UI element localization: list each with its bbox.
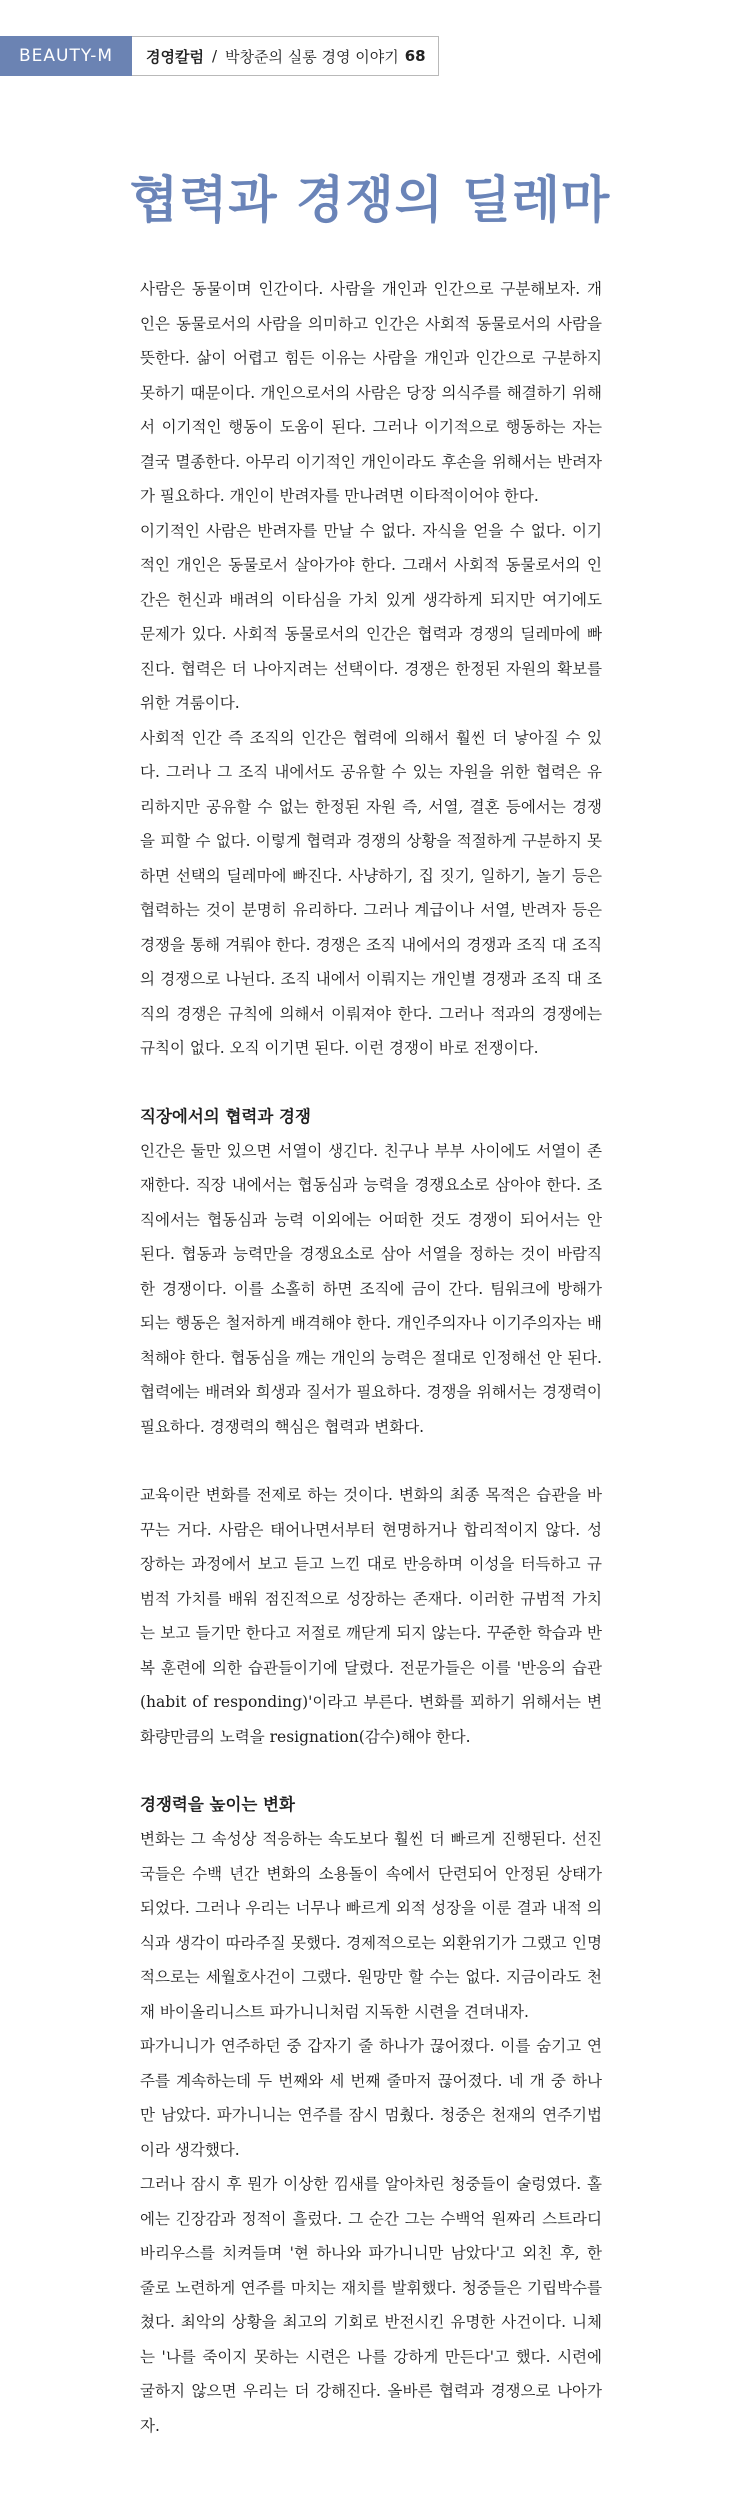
- spacer: [140, 1754, 602, 1788]
- column-name: 경영칼럼: [146, 47, 204, 66]
- page-header: [0, 36, 439, 76]
- series-number: 68: [404, 47, 426, 65]
- spacer: [140, 1066, 602, 1100]
- paragraph: 사람은 동물이며 인간이다. 사람을 개인과 인간으로 구분해보자. 개인은 동물로서의 사람을 의미하고 인간은 사회적 동물로서의 사람을 뜻한다. 삶이 어렵고 힘든 이유는 사람을 개인과 인간으로 구분하지 못하기 때문이다. 개인으로서의 사람은 당장 의식주를 해결하기 위해서 이기적인 행동이 도움이 된다. 그러나 이기적으로 행동하는 자는 결국 멸종한다. 아무리 이기적인 개인이라도 후손을 위해서는 반려자가 필요하다. 개인이 반려자를 만나려면 이타적이어야 한다.: [140, 280, 602, 505]
- series-name: 박창준의 실롱 경영 이야기: [225, 47, 399, 66]
- section-badge: BEAUTY-M: [0, 36, 132, 76]
- paragraph: 그러나 잠시 후 뭔가 이상한 낌새를 알아차린 청중들이 술렁였다. 홀에는 긴장감과 정적이 흘렀다. 그 순간 그는 수백억 원짜리 스트라디바리우스를 치켜들며 '현 하나와 파가니니만 남았다'고 외친 후, 한 줄로 노련하게 연주를 마치는 재치를 발휘했다. 청중들은 기립박수를 쳤다. 최악의 상황을 최고의 기회로 반전시킨 유명한 사건이다. 니체는 '나를 죽이지 못하는 시련은 나를 강하게 만든다'고 했다. 시련에 굴하지 않으면 우리는 더 강해진다. 올바른 협력과 경쟁으로 나아가자.: [140, 2175, 602, 2435]
- header-separator: /: [211, 47, 218, 65]
- section-heading: 직장에서의 협력과 경쟁: [140, 1106, 311, 1126]
- paragraph: 변화는 그 속성상 적응하는 속도보다 훨씬 더 빠르게 진행된다. 선진국들은 수백 년간 변화의 소용돌이 속에서 단련되어 안정된 상태가 되었다. 그러나 우리는 너무나 빠르게 외적 성장을 이룬 결과 내적 의식과 생각이 따라주질 못했다. 경제적으로는 외환위기가 그랬고 인명적으로는 세월호사건이 그랬다. 원망만 할 수는 없다. 지금이라도 천재 바이올리니스트 파가니니처럼 지독한 시련을 견뎌내자.: [140, 1830, 602, 2021]
- column-info: [132, 36, 439, 76]
- paragraph: 이기적인 사람은 반려자를 만날 수 없다. 자식을 얻을 수 없다. 이기적인 개인은 동물로서 살아가야 한다. 그래서 사회적 동물로서의 인간은 헌신과 배려의 이타심을 가치 있게 생각하게 되지만 여기에도 문제가 있다. 사회적 동물로서의 인간은 협력과 경쟁의 딜레마에 빠진다. 협력은 더 나아지려는 선택이다. 경쟁은 한정된 자원의 확보를 위한 겨룸이다.: [140, 521, 602, 712]
- paragraph: 인간은 둘만 있으면 서열이 생긴다. 친구나 부부 사이에도 서열이 존재한다. 직장 내에서는 협동심과 능력을 경쟁요소로 삼아야 한다. 조직에서는 협동심과 능력 이외에는 어떠한 것도 경쟁이 되어서는 안 된다. 협동과 능력만을 경쟁요소로 삼아 서열을 정하는 것이 바람직한 경쟁이다. 이를 소홀히 하면 조직에 금이 간다. 팀워크에 방해가 되는 행동은 철저하게 배격해야 한다. 개인주의자나 이기주의자는 배척해야 한다. 협동심을 깨는 개인의 능력은 절대로 인정해선 안 된다. 협력에는 배려와 희생과 질서가 필요하다. 경쟁을 위해서는 경쟁력이 필요하다. 경쟁력의 핵심은 협력과 변화다.: [140, 1141, 602, 1436]
- spacer: [140, 1444, 602, 1478]
- paragraph: 사회적 인간 즉 조직의 인간은 협력에 의해서 훨씬 더 낳아질 수 있다. 그러나 그 조직 내에서도 공유할 수 있는 자원을 위한 협력은 유리하지만 공유할 수 없는 한정된 자원 즉, 서열, 결혼 등에서는 경쟁을 피할 수 없다. 이렇게 협력과 경쟁의 상황을 적절하게 구분하지 못하면 선택의 딜레마에 빠진다. 사냥하기, 집 짓기, 일하기, 놀기 등은 협력하는 것이 분명히 유리하다. 그러나 계급이나 서열, 반려자 등은 경쟁을 통해 겨뤄야 한다. 경쟁은 조직 내에서의 경쟁과 조직 대 조직의 경쟁으로 나뉜다. 조직 내에서 이뤄지는 개인별 경쟁과 조직 대 조직의 경쟁은 규칙에 의해서 이뤄져야 한다. 그러나 적과의 경쟁에는 규칙이 없다. 오직 이기면 된다. 이런 경쟁이 바로 전쟁이다.: [140, 728, 602, 1057]
- article-body: [140, 272, 602, 2443]
- article-title: 협력과 경쟁의 딜레마: [129, 171, 611, 229]
- paragraph: 교육이란 변화를 전제로 하는 것이다. 변화의 최종 목적은 습관을 바꾸는 거다. 사람은 태어나면서부터 현명하거나 합리적이지 않다. 성장하는 과정에서 보고 듣고 느낀 대로 반응하며 이성을 터득하고 규범적 가치를 배워 점진적으로 성장하는 존재다. 이러한 규범적 가치는 보고 들기만 한다고 저절로 깨닫게 되지 않는다. 꾸준한 학습과 반복 훈련에 의한 습관들이기에 달렸다. 전문가들은 이를 '반응의 습관(habit of responding)'이라고 부른다. 변화를 꾀하기 위해서는 변화량만큼의 노력을 resignation(감수)해야 한다.: [140, 1486, 602, 1746]
- section-heading: 경쟁력을 높이는 변화: [140, 1795, 295, 1814]
- paragraph: 파가니니가 연주하던 중 갑자기 줄 하나가 끊어졌다. 이를 숨기고 연주를 계속하는데 두 번째와 세 번째 줄마저 끊어졌다. 네 개 중 하나만 남았다. 파가니니는 연주를 잠시 멈췄다. 청중은 천재의 연주기법이라 생각했다.: [140, 2037, 602, 2159]
